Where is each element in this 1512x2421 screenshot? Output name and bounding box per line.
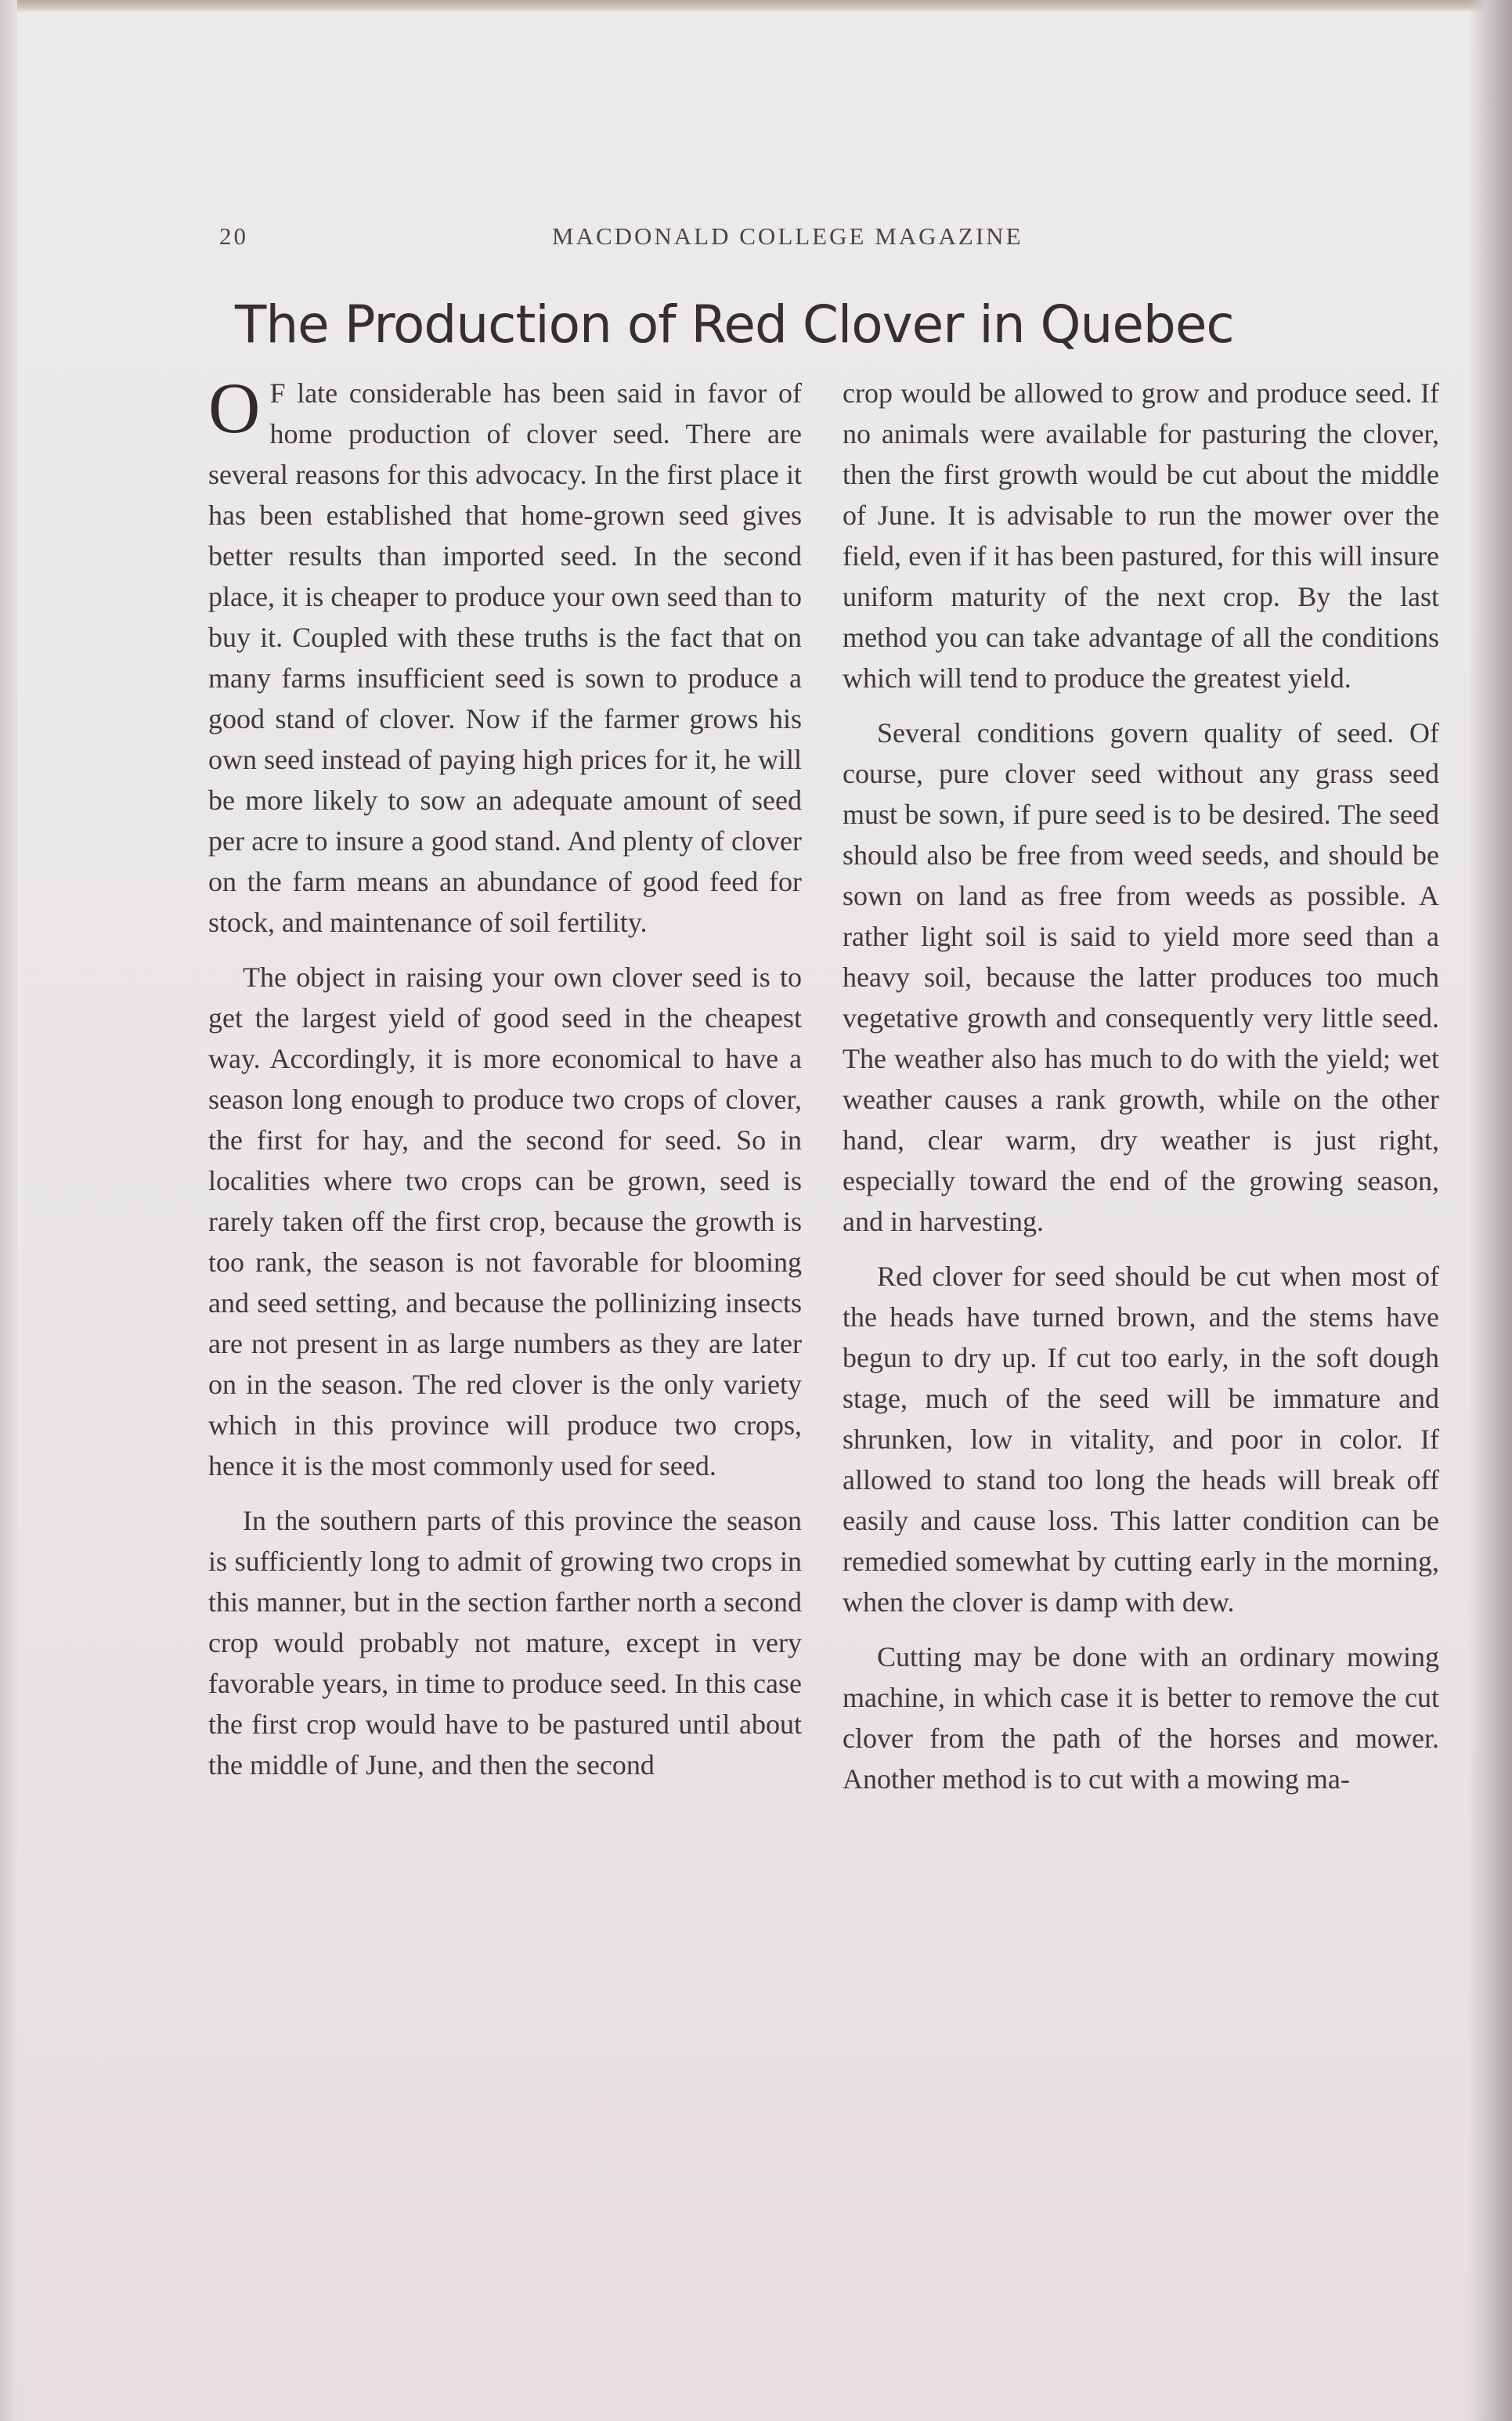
- article-title: The Production of Red Clover in Quebec: [235, 294, 1234, 355]
- paragraph: Red clover for seed should be cut when most of the heads have turned brown, and the stems have begun to dry up. If cut too early, in the soft dough stage, much of the seed will be immature and shrunken, low in vitality, and poor in color. If allowed to stand too long the heads will break off easily and cause loss. This latter condition can be remedied somewhat by cutting early in the morning, when the clover is damp with dew.: [843, 1261, 1439, 1618]
- magazine-title: MACDONALD COLLEGE MAGAZINE: [552, 222, 1023, 250]
- binding-shadow: [0, 0, 17, 2421]
- paragraph: Cutting may be done with an ordinary mowing machine, in which case it is better to remove the cut clover from the path of the horses and mower. Another method is to cut with a mowing ma-: [843, 1641, 1439, 1795]
- page-top-edge: [0, 0, 1512, 13]
- paragraph: In the southern parts of this province the season is sufficiently long to admit of growing two crops in this manner, but in the section farther north a second crop would probably not mature, except in very favorable years, in time to produce seed. In this case the first crop would have to be pastured until about the middle of June, and then the second: [208, 1505, 802, 1781]
- paragraph-text: F late considerable has been said in favor of home production of clover seed. There are several reasons for this advocacy. In the first place it has been established that home-grown seed gives better results than imported seed. In the second place, it is cheaper to produce your own seed than to buy it. Coupled with these truths is the fact that on many farms insufficient seed is sown to produce a good stand of clover. Now if the farmer grows his own seed instead of paying high prices for it, he will be more likely to sow an adequate amount of seed per acre to insure a good stand. And plenty of clover on the farm means an abundance of good feed for stock, and maintenance of soil fertility.: [208, 377, 802, 938]
- drop-cap: O: [208, 368, 261, 448]
- paragraph: crop would be allowed to grow and produce seed. If no animals were available for pasturing the clover, then the first growth would be cut about the middle of June. It is advisable to run the mower over the field, even if it has been pastured, for this will insure uniform maturity of the next crop. By the last method you can take advantage of all the conditions which will tend to produce the greatest yield.: [843, 377, 1439, 694]
- left-column: [208, 368, 802, 1785]
- paragraph: Several conditions govern quality of seed. Of course, pure clover seed without any grass seed must be sown, if pure seed is to be desired. The seed should also be free from weed seeds, and should be sown on land as free from weeds as possible. A rather light soil is said to yield more seed than a heavy soil, because the latter produces too much vegetative growth and consequently very little seed. The weather also has much to do with the yield; wet weather causes a rank growth, while on the other hand, clear warm, dry weather is just right, especially toward the end of the growing season, and in harvesting.: [843, 717, 1439, 1237]
- right-column: [843, 373, 1439, 1799]
- paragraph: The object in raising your own clover seed is to get the largest yield of good seed in the cheapest way. Accordingly, it is more economical to have a season long enough to produce two crops of clover, the first for hay, and the second for seed. So in localities where two crops can be grown, seed is rarely taken off the first crop, because the growth is too rank, the season is not favorable for blooming and seed setting, and because the pollinizing insects are not present in as large numbers as they are later on in the season. The red clover is the only variety which in this province will produce two crops, hence it is the most commonly used for seed.: [208, 962, 802, 1481]
- page-right-edge: [1468, 0, 1512, 2421]
- paragraph: [208, 368, 802, 943]
- page-number: 20: [219, 222, 248, 250]
- running-header: [219, 222, 1112, 254]
